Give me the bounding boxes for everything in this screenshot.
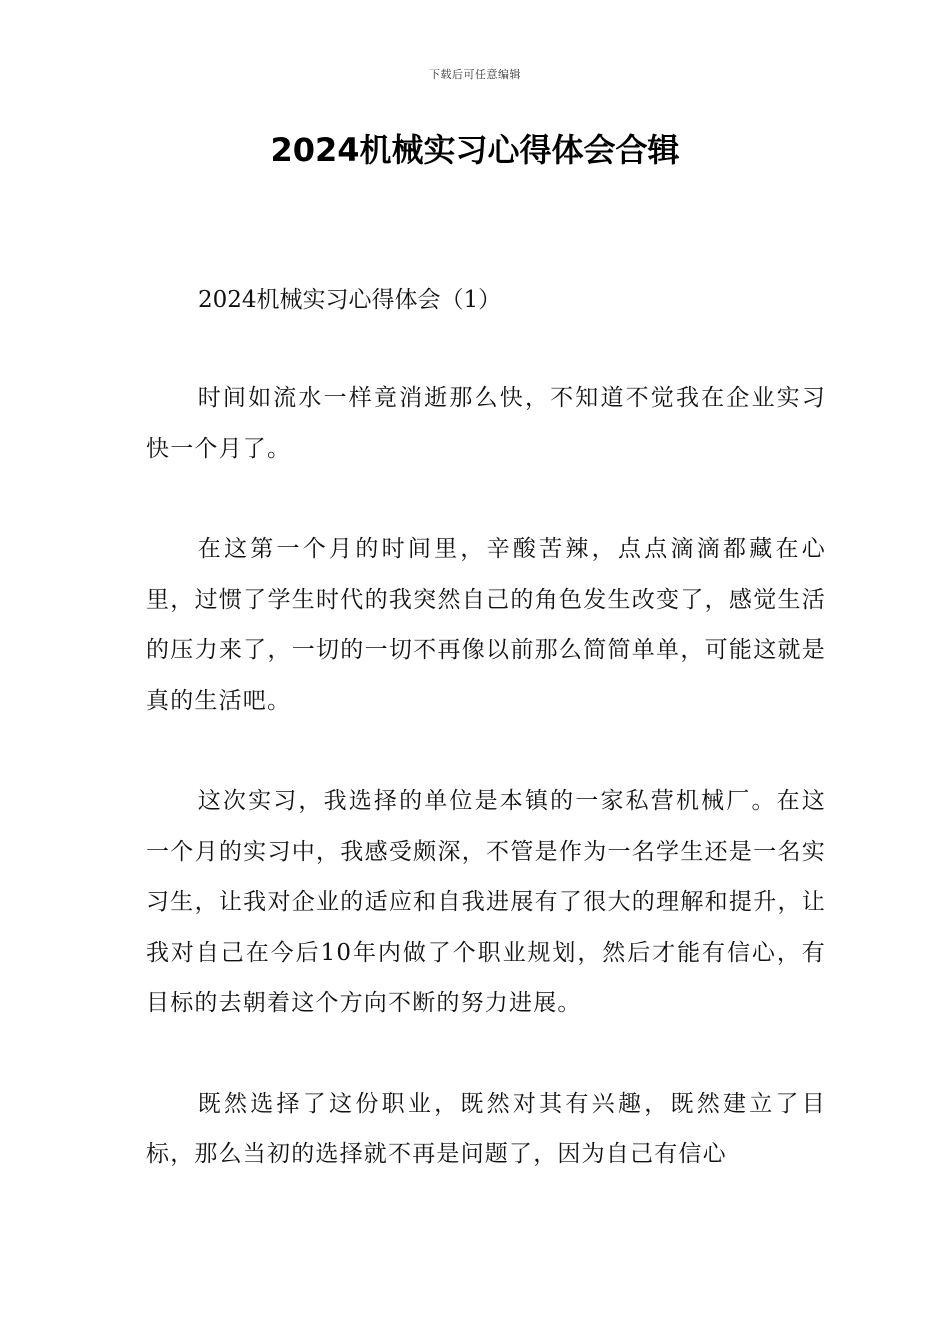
document-title: 2024机械实习心得体会合辑 bbox=[270, 131, 680, 169]
document-body bbox=[146, 280, 826, 1230]
page-header-note: 下载后可任意编辑 bbox=[429, 68, 521, 81]
paragraph-3: 这次实习，我选择的单位是本镇的一家私营机械厂。在这一个月的实习中，我感受颇深，不管是作为一名学生还是一名实习生，让我对企业的适应和自我进展有了很大的理解和提升，让我对自己在今后10年内做了个职业规划，然后才能有信心，有目标的去朝着这个方向不断的努力进展。 bbox=[146, 788, 826, 1016]
paragraph-1: 时间如流水一样竟消逝那么快，不知道不觉我在企业实习快一个月了。 bbox=[146, 385, 826, 462]
paragraph-2: 在这第一个月的时间里，辛酸苦辣，点点滴滴都藏在心里，过惯了学生时代的我突然自己的角色发生改变了，感觉生活的压力来了，一切的一切不再像以前那么简简单单，可能这就是真的生活吧。 bbox=[146, 536, 826, 714]
section-subtitle: 2024机械实习心得体会（1） bbox=[198, 287, 502, 313]
paragraph-4: 既然选择了这份职业，既然对其有兴趣，既然建立了目标，那么当初的选择就不再是问题了，因为自己有信心 bbox=[146, 1090, 826, 1167]
